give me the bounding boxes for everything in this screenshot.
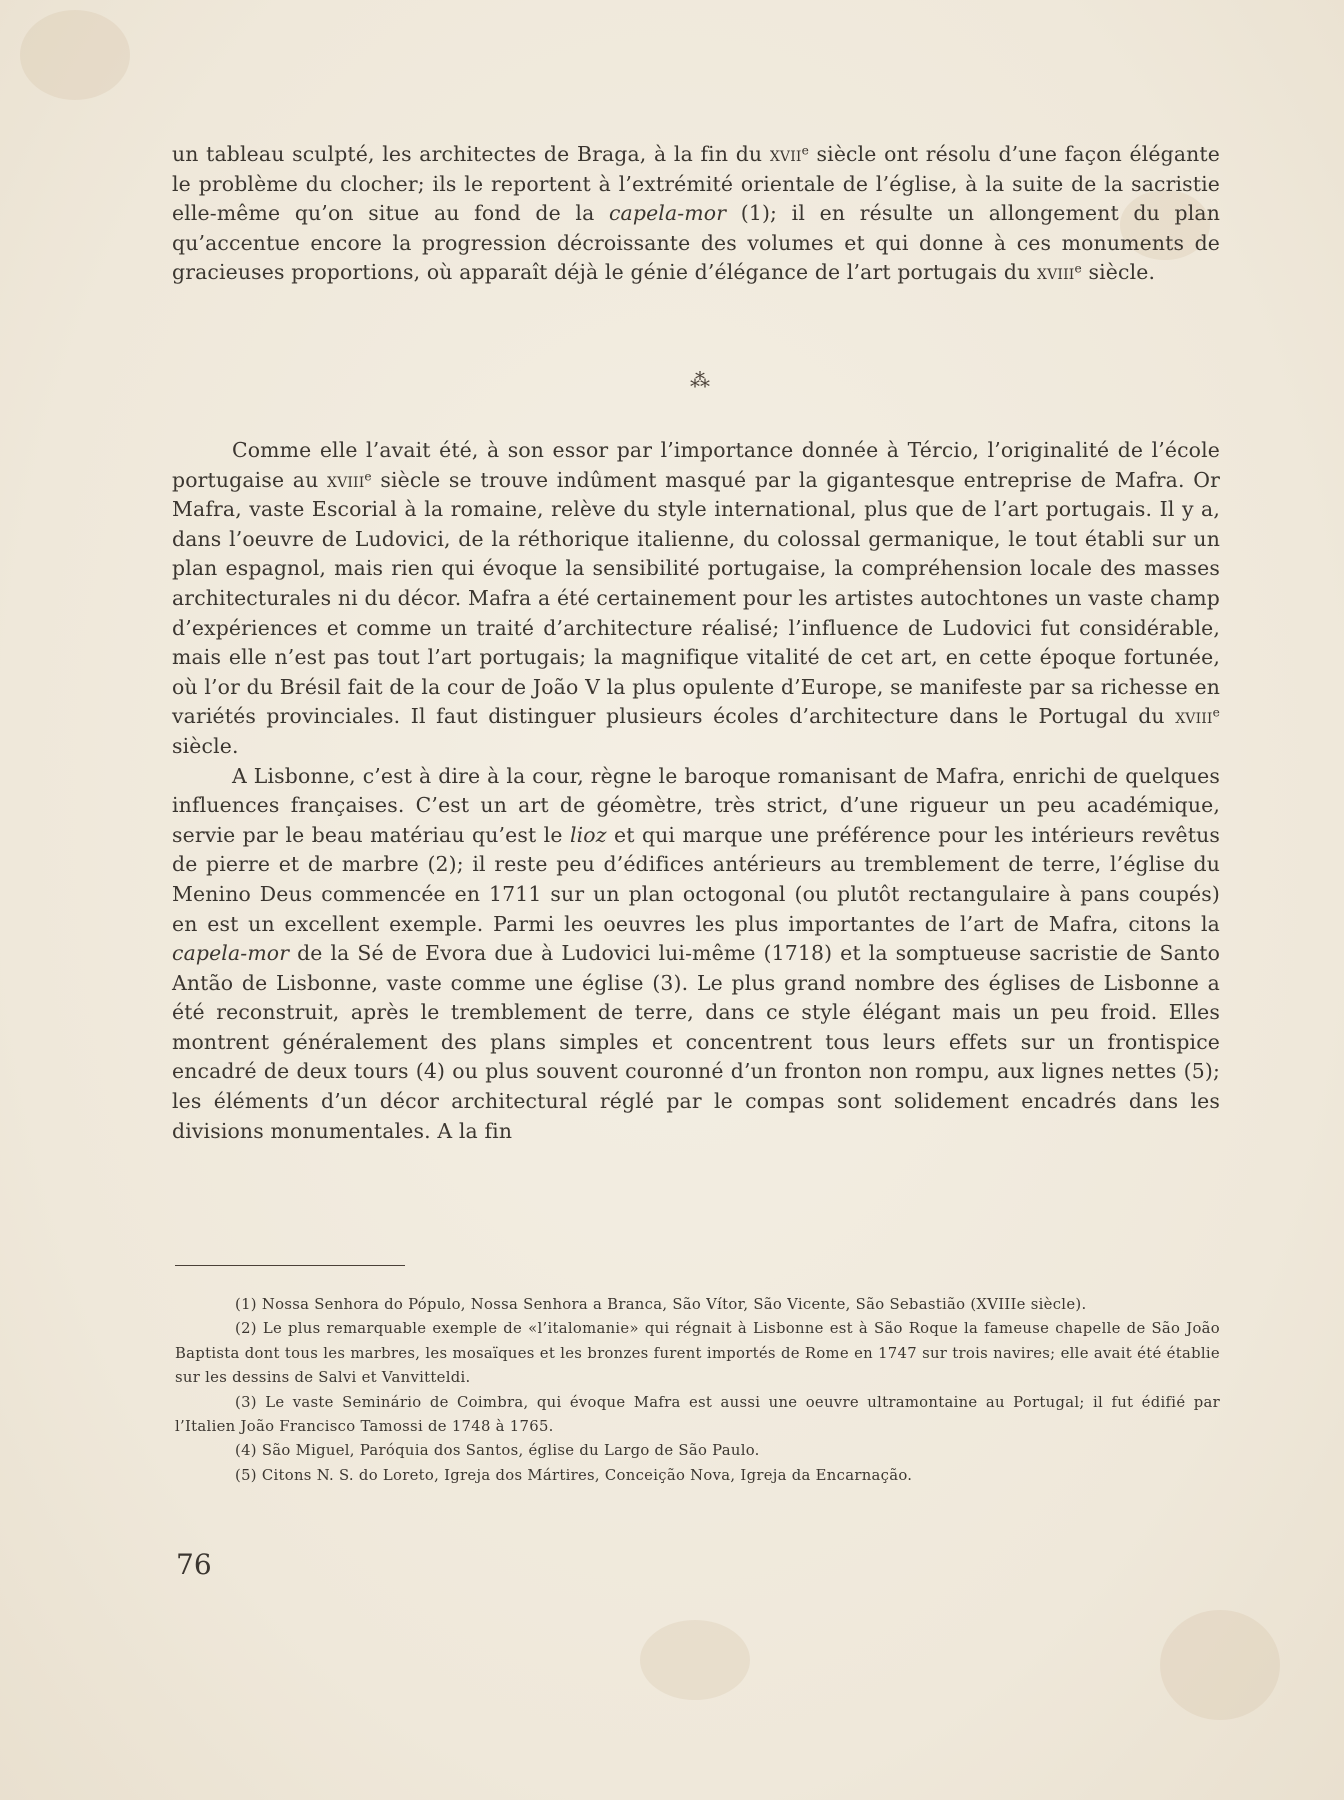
footnote-rule — [175, 1265, 405, 1266]
paper-stain — [20, 10, 130, 100]
footnotes — [175, 1293, 1220, 1488]
paragraph-2: Comme elle l’avait été, à son essor par l’importance donnée à Tércio, l’originalité de l’école portugaise au xviii$^e$ siècle se trouve indûment masqué par la gigantesque entreprise de Mafra. Or Mafra, vaste Escorial à la romaine, relève du style international, plus que de l’art portugais. Il y a, dans l’oeuvre de Ludovici, de la réthorique italienne, du colossal germanique, le tout établi sur un plan espagnol, mais rien qui évoque la sensibilité portugaise, la compréhension locale des masses architecturales ni du décor. Mafra a été certainement pour les artistes autochtones un vaste champ d’expériences et comme un traité d’architecture réalisé; l’influence de Ludovici fut considérable, mais elle n’est pas tout l’art portugais; la magnifique vitalité de cet art, en cette époque fortunée, où l’or du Brésil fait de la cour de João V la plus opulente d’Europe, se manifeste par sa richesse en variétés provinciales. Il faut distinguer plusieurs écoles d’architecture dans le Portugal du xviii$^e$ siècle. — [172, 438, 1220, 758]
footnote-5: (5) Citons N. S. do Loreto, Igreja dos Mártires, Conceição Nova, Igreja da Encarnação. — [235, 1466, 913, 1484]
paragraph-3: A Lisbonne, c’est à dire à la cour, règne le baroque romanisant de Mafra, enrichi de quelques influences françaises. C’est un art de géomètre, très strict, d’une rigueur un peu académique, servie par le beau matériau qu’est le lioz et qui marque une préférence pour les intérieurs revêtus de pierre et de marbre (2); il reste peu d’édifices antérieurs au tremblement de terre, l’église du Menino Deus commencée en 1711 sur un plan octogonal (ou plutôt rectangulaire à pans coupés) en est un excellent exemple. Parmi les oeuvres les plus importantes de l’art de Mafra, citons la capela-mor de la Sé de Evora due à Ludovici lui-même (1718) et la somptueuse sacristie de Santo Antão de Lisbonne, vaste comme une église (3). Le plus grand nombre des églises de Lisbonne a été reconstruit, après le tremblement de terre, dans ce style élégant mais un peu froid. Elles montrent généralement des plans simples et concentrent tous leurs effets sur un frontispice encadré de deux tours (4) ou plus souvent couronné d’un fronton non rompu, aux lignes nettes (5); les éléments d’un décor architectural réglé par le compas sont solidement encadrés dans les divisions monumentales. A la fin — [172, 763, 1220, 1143]
text-block-top — [172, 140, 1220, 288]
page-number: 76 — [176, 1548, 212, 1581]
paper-stain — [640, 1620, 750, 1700]
footnote-2: (2) Le plus remarquable exemple de «l’italomanie» qui régnait à Lisbonne est à São Roque la fameuse chapelle de São João Baptista dont tous les marbres, les mosaïques et les bronzes furent importés de Rome en 1747 sur trois navires; elle avait été établie sur les dessins de Salvi et Vanvitteldi. — [175, 1320, 1220, 1387]
section-ornament: ⁂ — [690, 368, 710, 392]
paragraph-1: un tableau sculpté, les architectes de Braga, à la fin du xvii$^e$ siècle ont résolu d’une façon élégante le problème du clocher; ils le reportent à l’extrémité orientale de l’église, à la suite de la sacristie elle-même qu’on situe au fond de la capela-mor (1); il en résulte un allongement du plan qu’accentue encore la progression décroissante des volumes et qui donne à ces monuments de gracieuses proportions, où apparaît déjà le génie d’élégance de l’art portugais du xviii$^e$ siècle. — [172, 142, 1220, 285]
footnote-3: (3) Le vaste Seminário de Coimbra, qui évoque Mafra est aussi une oeuvre ultramontaine au Portugal; il fut édifié par l’Italien João Francisco Tamossi de 1748 à 1765. — [175, 1393, 1220, 1436]
footnote-4: (4) São Miguel, Paróquia dos Santos, église du Largo de São Paulo. — [235, 1442, 760, 1460]
footnote-1: (1) Nossa Senhora do Pópulo, Nossa Senhora a Branca, São Vítor, São Vicente, São Sebastião (XVIIIe siècle). — [235, 1296, 1087, 1313]
text-block-main — [172, 436, 1220, 1146]
paper-stain — [1160, 1610, 1280, 1720]
